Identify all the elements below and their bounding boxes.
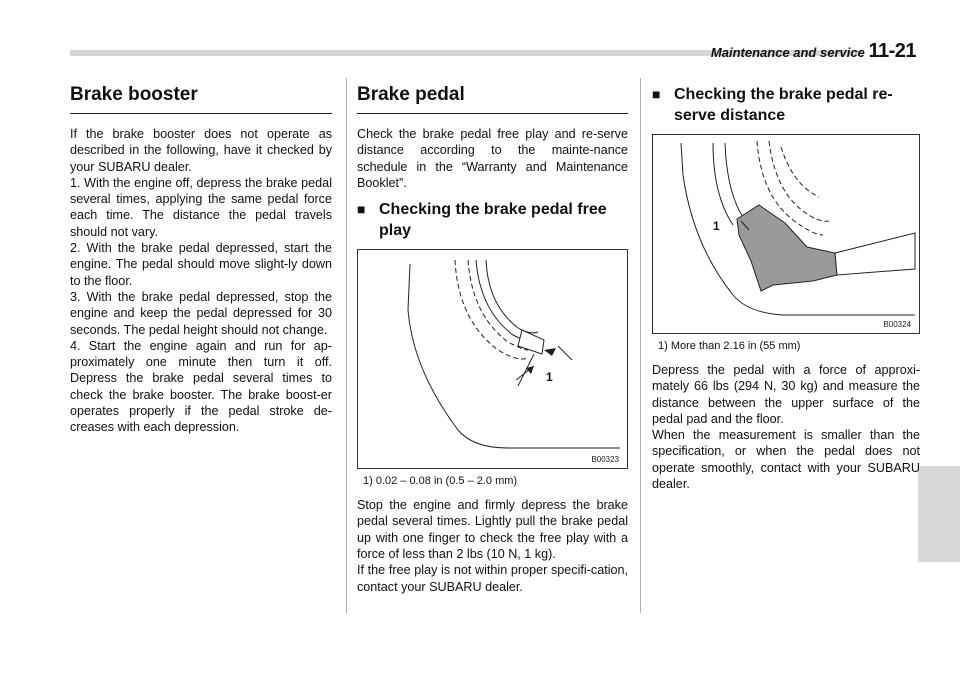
free-play-body: Stop the engine and firmly depress the brake pedal several times. Lightly pull the brake pedal up with one finger to check the free play with a force of less than 2 lbs (10 N, 1 kg). xyxy=(357,498,628,562)
reserve-caption: 1) More than 2.16 in (55 mm) xyxy=(658,340,801,352)
brake-booster-step: 4. Start the engine again and run for ap-proximately one minute then turn it off. Depress the brake pedal several times to check the brake booster. The brake boost-er operates properly if the pedal stroke de-creases with each depression. xyxy=(70,338,332,435)
brake-booster-section xyxy=(70,84,332,436)
figure-callout-1: 1 xyxy=(546,370,553,385)
brake-pedal-section xyxy=(357,84,628,595)
free-play-figure xyxy=(357,249,628,469)
reserve-body: Depress the pedal with a force of approxi-mately 66 lbs (294 N, 30 kg) and measure the distance between the upper surface of the pedal pad and the floor. xyxy=(652,363,920,426)
reserve-distance-section xyxy=(652,84,920,492)
free-play-caption: 1) 0.02 – 0.08 in (0.5 – 2.0 mm) xyxy=(363,475,518,488)
brake-booster-step: 3. With the brake pedal depressed, stop the engine and keep the pedal depressed for 30 seconds. The pedal height should not change. xyxy=(70,289,332,337)
reserve-figure xyxy=(652,134,920,334)
reserve-body-2: When the measurement is smaller than the specification, or when the pedal does not operate smoothly, contact with your SUBARU dealer. xyxy=(652,428,920,492)
figure-code: B00323 xyxy=(591,455,619,465)
pedal-free-play-illustration xyxy=(358,250,627,468)
brake-booster-heading: Brake booster xyxy=(70,84,332,114)
brake-booster-step: 2. With the brake pedal depressed, start the engine. The pedal should move slight-ly down to the floor. xyxy=(70,241,332,288)
figure-code: B00324 xyxy=(883,320,911,329)
figure-callout-1: 1 xyxy=(713,219,720,233)
brake-pedal-intro: Check the brake pedal free play and re-serve distance according to the mainte-nance schedule in the “Warranty and Maintenance Booklet”. xyxy=(357,127,628,190)
pedal-reserve-illustration xyxy=(653,135,919,333)
page-header xyxy=(711,40,916,63)
free-play-heading xyxy=(357,199,628,241)
reserve-heading xyxy=(652,84,920,126)
free-play-heading-text: Checking the brake pedal free play xyxy=(379,201,607,240)
black-square-icon: ■ xyxy=(357,201,366,218)
free-play-body-2: If the free play is not within proper specifi-cation, contact your SUBARU dealer. xyxy=(357,563,628,594)
brake-booster-step: 1. With the engine off, depress the brake pedal several times, applying the same pedal force each time. The distance the pedal travels should not vary. xyxy=(70,175,332,239)
brake-pedal-heading: Brake pedal xyxy=(357,84,628,114)
section-title: Maintenance and service xyxy=(710,45,865,60)
column-divider xyxy=(346,78,347,613)
column-divider xyxy=(640,78,641,613)
chapter-tab xyxy=(918,466,960,562)
page-number: 11-21 xyxy=(868,40,916,62)
reserve-heading-text: Checking the brake pedal re-serve distance xyxy=(674,86,893,124)
black-square-icon: ■ xyxy=(652,86,661,102)
brake-booster-intro: If the brake booster does not operate as described in the following, have it checked by your SUBARU dealer. xyxy=(70,127,332,174)
